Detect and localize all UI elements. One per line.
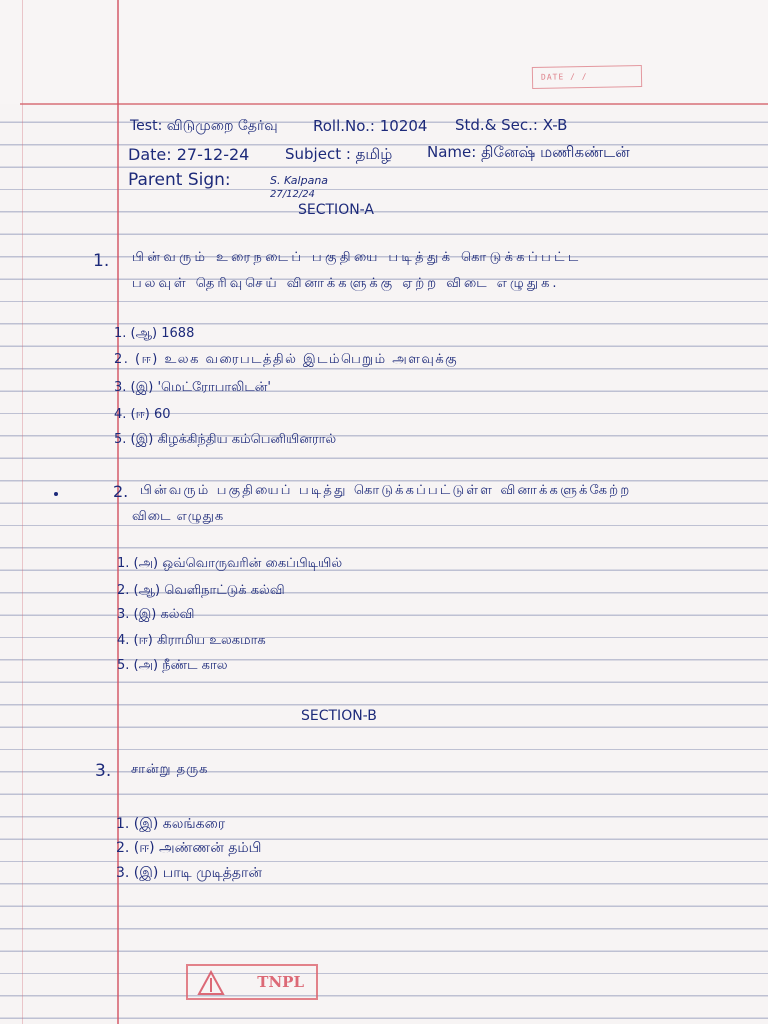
- q2-answer-1: 1. (அ) ஒவ்வொருவரின் கைப்பிடியில்: [117, 556, 343, 571]
- left-edge-line: [22, 0, 23, 1024]
- question-1-line-1: பின்வரும் உரைநடைப் பகுதியை படித்துக் கொடுக்கப்பட்ட: [132, 250, 582, 265]
- q3-answer-2: 2. (ஈ) அண்ணன் தம்பி: [116, 840, 262, 856]
- q2-answer-2: 2. (ஆ) வெளிநாட்டுக் கல்வி: [117, 583, 285, 598]
- test-label: Test: விடுமுறை தேர்வு: [130, 118, 278, 134]
- stamp-text: TNPL: [257, 973, 304, 991]
- subject: Subject : தமிழ்: [285, 145, 393, 163]
- date-stamp: DATE / /: [532, 65, 642, 89]
- question-3-number: 3.: [95, 761, 112, 781]
- q3-answer-3: 3. (இ) பாடி முடித்தான்: [116, 865, 262, 881]
- question-2-line-2: விடை எழுதுக: [132, 509, 225, 524]
- q1-answer-4: 4. (ஈ) 60: [114, 407, 171, 422]
- stamp-emblem-icon: [196, 970, 226, 996]
- page-header-band: [0, 0, 768, 104]
- q1-answer-1: 1. (ஆ) 1688: [114, 326, 195, 341]
- student-name: Name: தினேஷ் மணிகண்டன்: [427, 143, 630, 161]
- bullet-dot: [54, 492, 58, 496]
- header-rule: [20, 103, 768, 105]
- tnpl-stamp: [186, 964, 318, 1000]
- q1-answer-2: 2. (ஈ) உலக வரைபடத்தில் இடம்பெறும் அளவுக்கு: [114, 352, 459, 367]
- roll-number: Roll.No.: 10204: [313, 117, 428, 135]
- q3-answer-1: 1. (இ) கலங்கரை: [116, 816, 226, 832]
- q1-answer-5: 5. (இ) கிழக்கிந்திய கம்பெனியினரால்: [114, 432, 337, 447]
- question-2-number: 2.: [113, 482, 129, 501]
- q1-answer-3: 3. (இ) 'மெட்ரோபாலிடன்': [114, 380, 271, 395]
- parent-sign-label: Parent Sign:: [128, 170, 231, 190]
- q2-answer-5: 5. (அ) நீண்ட கால: [117, 658, 228, 673]
- test-date: Date: 27-12-24: [128, 145, 250, 164]
- question-2-line-1: பின்வரும் பகுதியைப் படித்து கொடுக்கப்பட்டுள்ள வினாக்களுக்கேற்ற: [140, 483, 632, 498]
- signature-name: S. Kalpana: [270, 174, 329, 187]
- std-section: Std.& Sec.: X-B: [455, 116, 568, 134]
- question-3-text: சான்று தருக: [131, 762, 209, 777]
- signature-date: 27/12/24: [270, 189, 315, 200]
- q2-answer-4: 4. (ஈ) கிராமிய உலகமாக: [117, 633, 266, 648]
- question-1-line-2: பலவுள் தெரிவுசெய் வினாக்களுக்கு ஏற்ற விடை எழுதுக.: [132, 276, 560, 291]
- question-1-number: 1.: [93, 251, 110, 271]
- section-b-title: SECTION-B: [301, 708, 377, 724]
- q2-answer-3: 3. (இ) கல்வி: [117, 607, 195, 622]
- section-a-title: SECTION-A: [298, 202, 375, 218]
